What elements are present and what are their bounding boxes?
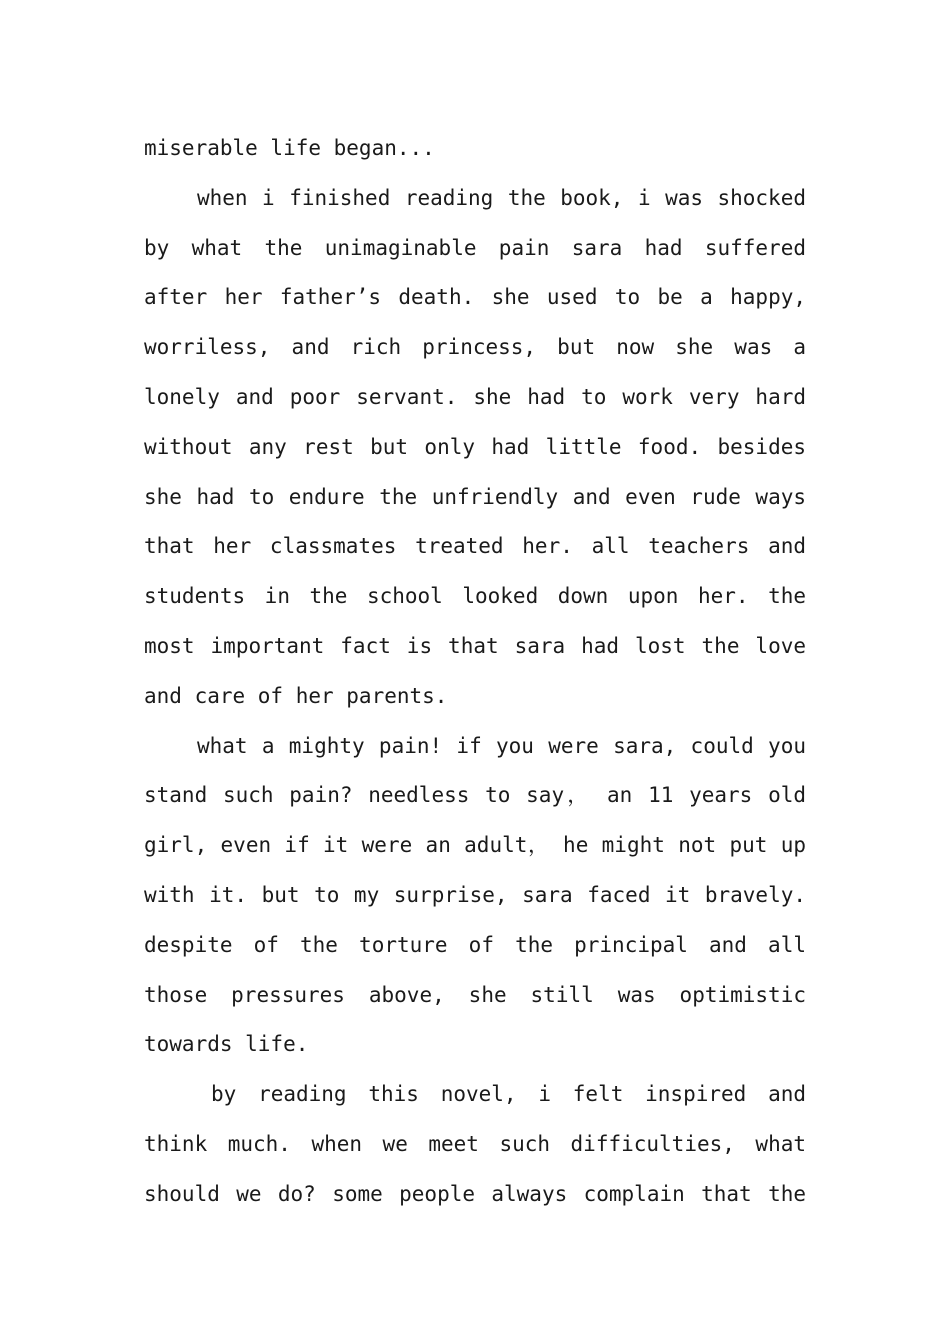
paragraph-reading-reaction: when i finished reading the book, i was shocked by what the unimaginable pain sara had suffered after her father’s death. she used to be a happy, worriless, and rich princess, but now she was a lonely and poor servant. she had to work very hard without any rest but only had little food. besides she had to endure the unfriendly and even rude ways that her classmates treated her. all teachers and students in the school looked down upon her. the most important fact is that sara had lost the love and care of her parents. bbox=[144, 185, 806, 708]
paragraph-continuation: miserable life began... bbox=[144, 136, 435, 160]
document-body bbox=[144, 124, 806, 1220]
paragraph-inspiration: by reading this novel, i felt inspired and think much. when we meet such difficulties, what should we do? some people always complain that the bbox=[144, 1082, 806, 1206]
paragraph-mighty-pain: what a mighty pain! if you were sara, could you stand such pain? needless to say， an 11 years old girl, even if it were an adult， he might not put up with it. but to my surprise, sara faced it bravely. despite of the torture of the principal and all those pressures above, she still was optimistic towards life. bbox=[144, 733, 806, 1057]
